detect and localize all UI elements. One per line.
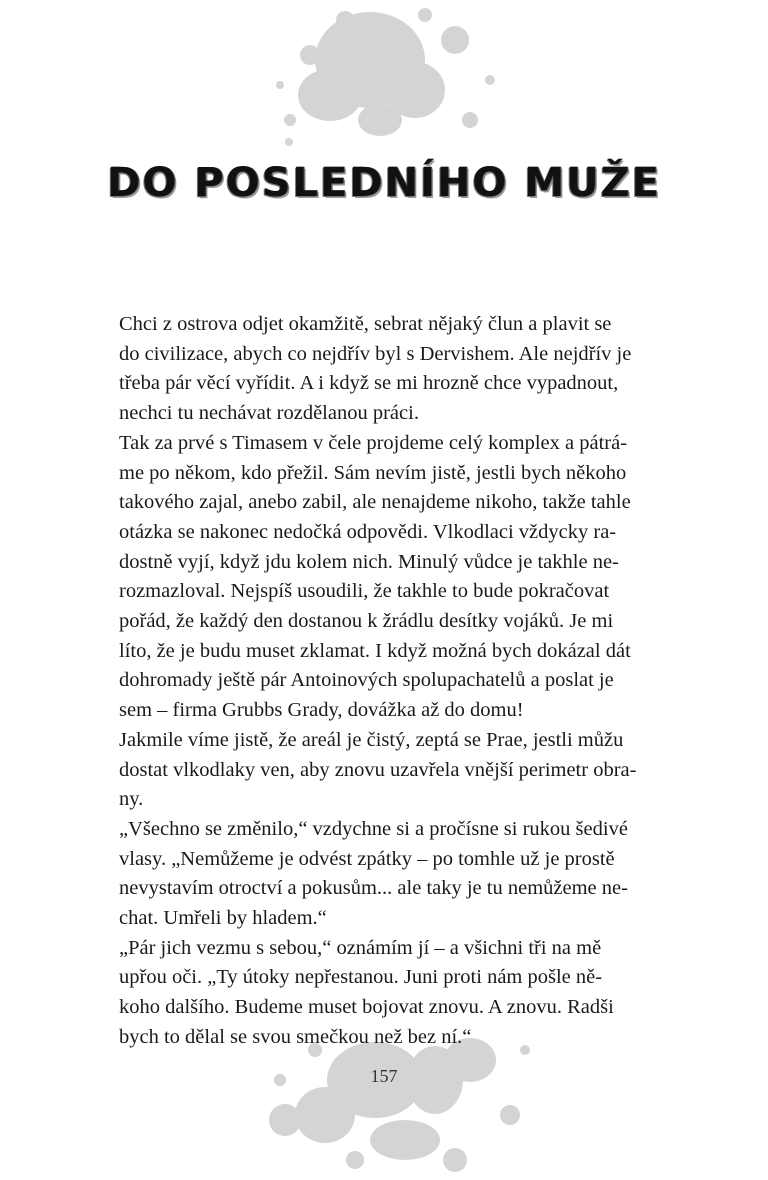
- text-line: do civilizace, abych co nejdřív byl s Dervishem. Ale nejdřív je: [119, 342, 632, 365]
- page-number: 157: [370, 1066, 398, 1086]
- text-line: třeba pár věcí vyřídit. A i když se mi hrozně chce vypadnout,: [119, 372, 619, 395]
- paragraph: [119, 815, 653, 934]
- chapter-title: DO POSLEDNÍHO MUŽE: [107, 160, 661, 206]
- text-line: takového zajal, anebo zabil, ale nenajdeme nikoho, takže tahle: [119, 491, 631, 514]
- text-line: dostat vlkodlaky ven, aby znovu uzavřela vnější perimetr obra-: [119, 758, 637, 781]
- text-line: líto, že je budu muset zklamat. I když možná bych dokázal dát: [119, 639, 631, 662]
- text-line: nechci tu nechávat rozdělanou práci.: [119, 402, 419, 425]
- text-line: Tak za prvé s Timasem v čele projdeme celý komplex a pátrá-: [119, 431, 628, 454]
- text-line: pořád, že každý den dostanou k žrádlu desítky vojáků. Je mi: [119, 610, 614, 633]
- text-line: Chci z ostrova odjet okamžitě, sebrat nějaký člun a plavit se: [119, 313, 612, 335]
- text-line: vlasy. „Nemůžeme je odvést zpátky – po tomhle už je prostě: [119, 847, 615, 870]
- text-line: me po někom, kdo přežil. Sám nevím jistě, jestli bych někoho: [119, 461, 627, 484]
- text-line: „Všechno se změnilo,“ vzdychne si a pročísne si rukou šedivé: [119, 817, 628, 840]
- ink-dot: [283, 136, 295, 148]
- text-line: rozmazloval. Nejspíš usoudili, že takhle to bude pokračovat: [119, 580, 610, 603]
- paragraph: [119, 726, 653, 815]
- text-line: upřou oči. „Ty útoky nepřestanou. Juni proti nám pošle ně-: [119, 966, 603, 989]
- paragraph: [119, 429, 653, 726]
- text-line: ny.: [119, 788, 144, 811]
- text-line: nevystavím otroctví a pokusům... ale taky je tu nemůžeme ne-: [119, 877, 628, 900]
- paragraph: [119, 934, 653, 1053]
- text-line: „Pár jich vezmu s sebou,“ oznámím jí – a všichni tři na mě: [119, 936, 602, 959]
- text-line: otázka se nakonec nedočká odpovědi. Vlkodlaci vždycky ra-: [119, 520, 617, 543]
- text-line: dohromady ještě pár Antoinových spolupachatelů a poslat je: [119, 669, 614, 692]
- chapter-body: [119, 310, 653, 1053]
- text-line: sem – firma Grubbs Grady, dovážka až do domu!: [119, 699, 524, 722]
- text-line: Jakmile víme jistě, že areál je čistý, zeptá se Prae, jestli můžu: [119, 728, 624, 751]
- text-line: chat. Umřeli by hladem.“: [119, 907, 327, 930]
- text-line: bych to dělal se svou smečkou než bez ní.“: [119, 1025, 472, 1048]
- text-line: dostně vyjí, když jdu kolem nich. Minulý vůdce je takhle ne-: [119, 550, 619, 573]
- text-line: koho dalšího. Budeme muset bojovat znovu. A znovu. Radši: [119, 996, 614, 1019]
- paragraph: [119, 310, 653, 429]
